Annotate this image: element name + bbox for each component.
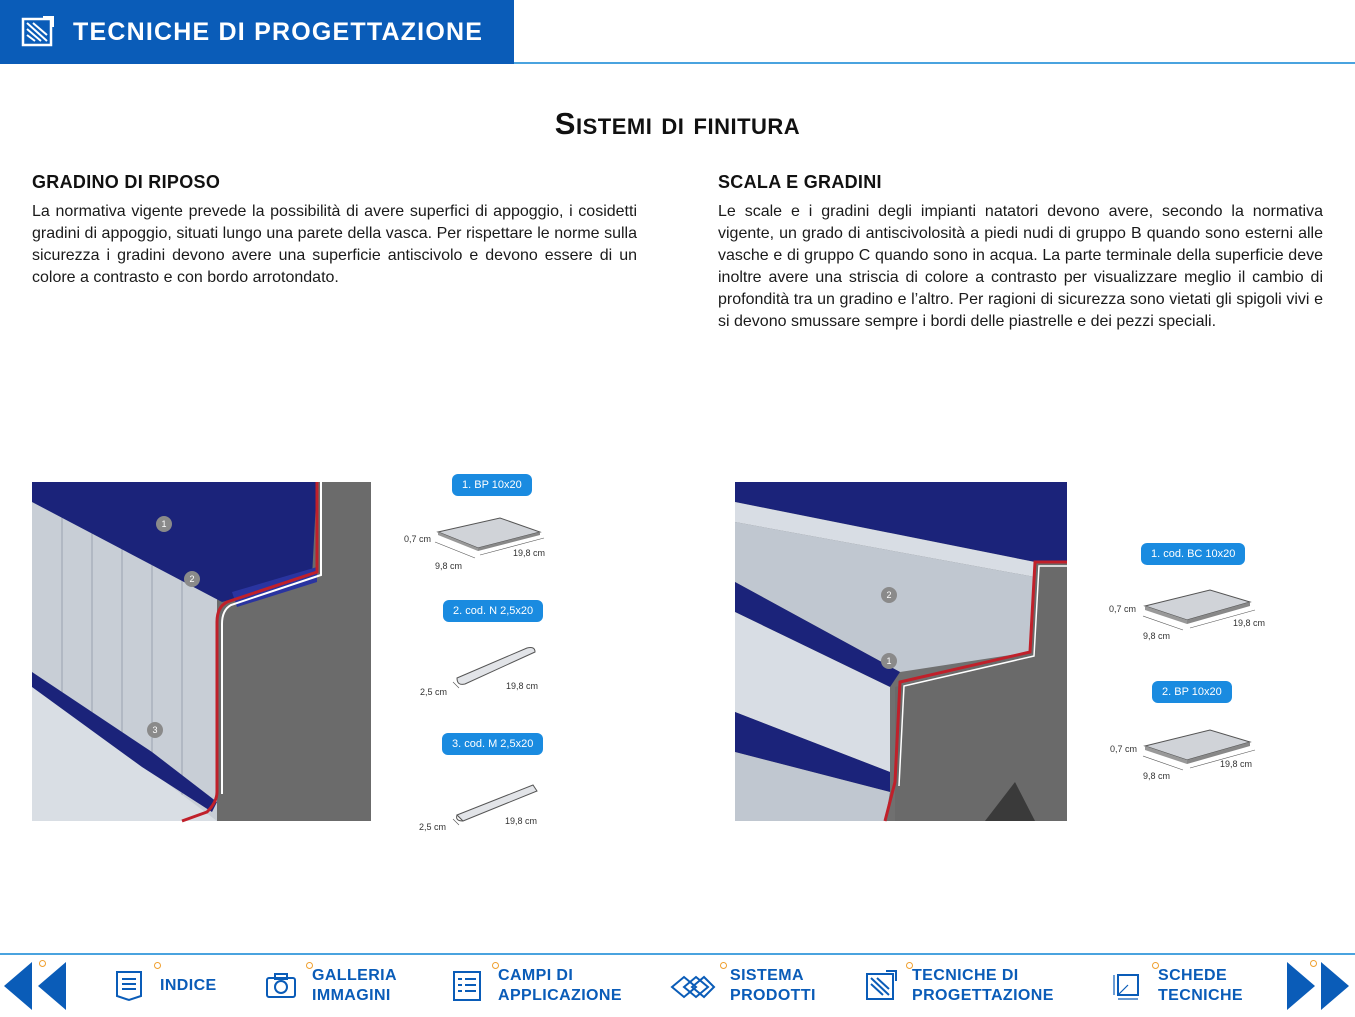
blueprint-icon [21,15,55,49]
dim-thickness-5: 0,7 cm [1110,744,1138,754]
header-bar [0,0,514,64]
nav-sistema-line2: PRODOTTI [730,987,816,1004]
nav-dot [720,962,727,969]
piece-badge-m [442,733,543,755]
dim-thickness-1: 0,7 cm [404,534,432,544]
nav-sistema-label [730,966,816,1006]
marker-1 [156,516,172,532]
prev-page-label: previous [36,1012,40,1013]
piece-badge-bp-2-label: 2. BP 10x20 [1162,686,1222,698]
right-section-heading: SCALA E GRADINI [718,172,882,192]
document-icon [112,969,146,1003]
nav-campi-line1: CAMPI DI [498,967,574,984]
dim-length-4: 19,8 cm [1233,618,1266,628]
marker-1-label: 1 [161,519,167,529]
nav-tecniche-label [912,966,1054,1006]
stairs-marker-2-label: 2 [886,590,892,600]
piece-badge-n-label: 2. cod. N 2,5x20 [453,605,534,617]
dim-width-5: 9,8 cm [1143,771,1171,781]
stairs-marker-2 [881,587,897,603]
nav-indice[interactable] [112,960,217,1012]
stairs-marker-1 [881,653,897,669]
prev-page-button[interactable] [2,960,70,1012]
left-section-heading: GRADINO DI RIPOSO [32,172,221,192]
nav-schede-label [1158,966,1243,1006]
piece-badge-bp-label: 1. BP 10x20 [462,479,522,491]
nav-indice-label [160,976,217,996]
piece-badge-bc [1141,543,1245,565]
nav-galleria-immagini[interactable] [264,960,397,1012]
right-section-body: Le scale e i gradini degli impianti natatori devono avere, secondo la normativa vigente, un grado di antiscivolosità a piedi nudi di gruppo B quando sono esterni alle vasche e di gruppo C quando sono in acqua. La parte terminale della superficie deve inoltre avere una striscia di colore a contrasto per visualizzare meglio il cambio di profondità tra un gradino e l’altro. Per ragioni di sicurezza sono vietati gli spigoli vivi e si devono smussare sempre i bordi delle piastrelle e dei pezzi speciali. [718,203,1323,330]
measure-icon [1110,969,1144,1003]
marker-3 [147,722,163,738]
nav-campi-applicazione[interactable] [450,960,622,1012]
nav-dot [1152,962,1159,969]
piece-badge-m-label: 3. cod. M 2,5x20 [452,738,534,750]
dim-length-1: 19,8 cm [513,548,546,558]
list-icon [450,969,484,1003]
page-title [0,106,1355,142]
next-indicator-dot [1310,960,1317,967]
nav-tecniche-progettazione[interactable] [864,960,1054,1012]
stairs-marker-1-label: 1 [886,656,892,666]
marker-3-label: 3 [152,725,158,735]
nav-dot [492,962,499,969]
nav-schede-line1: SCHEDE [1158,967,1228,984]
nav-schede-tecniche[interactable] [1110,960,1243,1012]
nav-dot [154,962,161,969]
dim-thickness-3: 2,5 cm [419,822,447,832]
dim-width-4: 9,8 cm [1143,631,1171,641]
nav-sistema-prodotti[interactable] [670,960,816,1012]
dim-length-2: 19,8 cm [506,681,539,691]
marker-2 [184,571,200,587]
nav-dot [306,962,313,969]
header-divider [514,62,1355,64]
dim-width-1: 9,8 cm [435,561,463,571]
piece-badge-bc-label: 1. cod. BC 10x20 [1151,548,1236,560]
nav-galleria-line1: GALLERIA [312,967,397,984]
nav-galleria-label [312,966,397,1006]
nav-galleria-line2: IMMAGINI [312,987,391,1004]
piece-badge-bp [452,474,532,496]
nav-dot [906,962,913,969]
nav-tecniche-line2: PROGETTAZIONE [912,987,1054,1004]
piece-badge-bp-2 [1152,681,1232,703]
tiles-icon [670,969,716,1003]
footer-divider [0,953,1355,955]
camera-icon [264,969,298,1003]
nav-tecniche-line1: TECNICHE DI [912,967,1019,984]
dim-thickness-2: 2,5 cm [420,687,448,697]
left-section-body: La normativa vigente prevede la possibilità di avere superfici di appoggio, i cosidetti gradini di appoggio, situati lungo una parete della vasca. Per rispettare le norme sulla sicurezza i gradini devono avere una superficie antiscivolo e devono essere di un colore a contrasto e con bordo arrotondato. [32,203,637,286]
dim-thickness-4: 0,7 cm [1109,604,1137,614]
prev-indicator-dot [39,960,46,967]
next-page-label: next [1319,1012,1321,1013]
rest-step-illustration [32,482,371,821]
piece-badge-n [443,600,543,622]
nav-campi-line2: APPLICAZIONE [498,987,622,1004]
dim-length-5: 19,8 cm [1220,759,1253,769]
marker-2-label: 2 [189,574,195,584]
blueprint-icon [864,969,898,1003]
nav-campi-label [498,966,622,1006]
nav-schede-line2: TECNICHE [1158,987,1243,1004]
page-title-text: Sistemi di finitura [554,106,801,141]
dim-length-3: 19,8 cm [505,816,538,826]
header-title: TECNICHE DI PROGETTAZIONE [73,17,484,46]
stairs-illustration [735,482,1067,821]
nav-sistema-line1: SISTEMA [730,967,804,984]
next-page-button[interactable] [1285,960,1353,1012]
nav-indice-text: INDICE [160,977,217,994]
